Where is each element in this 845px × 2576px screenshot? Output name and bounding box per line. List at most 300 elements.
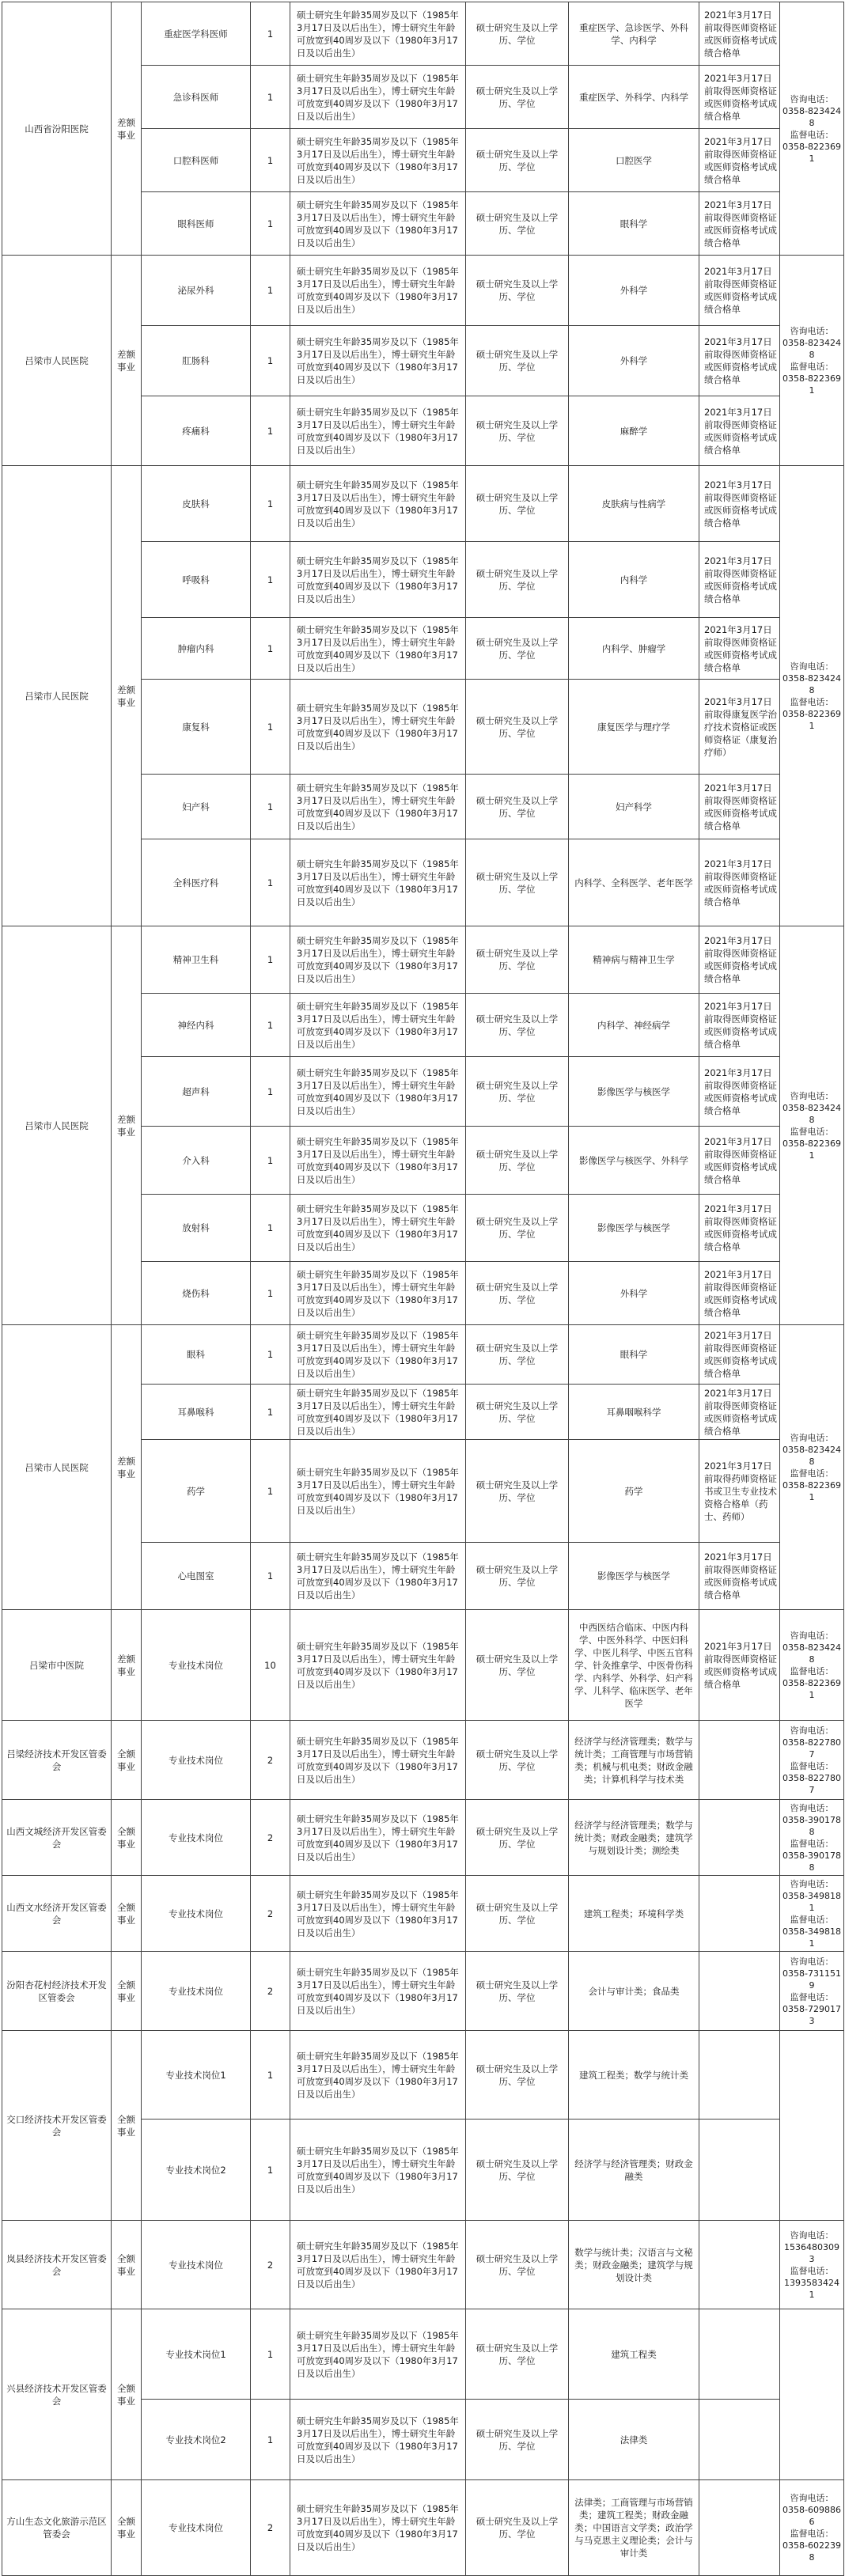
education-requirement: 硕士研究生及以上学历、学位 [466,256,569,326]
post-name: 放射科 [142,1195,251,1262]
education-requirement: 硕士研究生及以上学历、学位 [466,618,569,680]
post-name: 专业技术岗位 [142,1610,251,1721]
unit-name: 岚县经济技术开发区管委会 [2,2221,112,2309]
contact-phone: 0358-3498181 [782,1926,841,1949]
post-name: 专业技术岗位1 [142,2031,251,2120]
unit-name: 吕梁市中医院 [2,1610,112,1721]
major-requirement: 耳鼻咽喉科学 [569,1385,699,1440]
post-name: 药学 [142,1440,251,1543]
other-requirement: 2021年3月17日前取得医师资格证或医师资格考试成绩合格单 [699,129,780,192]
major-requirement: 眼科学 [569,192,699,256]
age-requirement: 硕士研究生年龄35周岁及以下（1985年3月17日及以后出生），博士研究生年龄可放宽到40周岁及以下（1980年3月17日及以后出生） [290,2400,466,2480]
education-requirement: 硕士研究生及以上学历、学位 [466,396,569,466]
major-requirement: 法律类；工商管理与市场营销类；建筑工程类；财政金融类；中国语言文学类；政治学与马克思主义理论类；会计与审计类 [569,2480,699,2576]
contact-phone: 0358-7311519 [782,1968,841,1991]
age-requirement: 硕士研究生年龄35周岁及以下（1985年3月17日及以后出生），博士研究生年龄可放宽到40周岁及以下（1980年3月17日及以后出生） [290,129,466,192]
contact-phone: 0358-3901788 [782,1850,841,1873]
major-requirement: 影像医学与核医学 [569,1195,699,1262]
other-requirement: 2021年3月17日前取得医师资格证或医师资格考试成绩合格单 [699,542,780,618]
contact-label: 咨询电话： [790,1725,834,1736]
post-count: 1 [251,2309,290,2400]
education-requirement: 硕士研究生及以上学历、学位 [466,542,569,618]
major-requirement: 内科学、肿瘤学 [569,618,699,680]
table-row [2,1610,844,1721]
education-requirement: 硕士研究生及以上学历、学位 [466,1721,569,1800]
age-requirement: 硕士研究生年龄35周岁及以下（1985年3月17日及以后出生），博士研究生年龄可放宽到40周岁及以下（1980年3月17日及以后出生） [290,775,466,839]
age-requirement: 硕士研究生年龄35周岁及以下（1985年3月17日及以后出生），博士研究生年龄可放宽到40周岁及以下（1980年3月17日及以后出生） [290,1057,466,1127]
contact-label: 咨询电话： [790,1630,834,1641]
post-name: 专业技术岗位 [142,2221,251,2309]
other-requirement: 2021年3月17日前取得医师资格证或医师资格考试成绩合格单 [699,1057,780,1127]
post-name: 专业技术岗位2 [142,2400,251,2480]
contact-cell [780,1876,844,1952]
post-count: 1 [251,994,290,1057]
other-requirement: 2021年3月17日前取得医师资格证或医师资格考试成绩合格单 [699,2,780,66]
contact-phone: 15364803093 [784,2241,839,2264]
other-requirement: 2021年3月17日前取得医师资格证或医师资格考试成绩合格单 [699,192,780,256]
contact-phone: 0358-8234248 [782,1102,841,1125]
other-requirement [699,2031,780,2120]
other-requirement: 2021年3月17日前取得医师资格证或医师资格考试成绩合格单 [699,66,780,129]
education-requirement: 硕士研究生及以上学历、学位 [466,994,569,1057]
contact-phone: 0358-7290173 [782,2003,841,2026]
education-requirement: 硕士研究生及以上学历、学位 [466,2221,569,2309]
post-name: 专业技术岗位1 [142,2309,251,2400]
other-requirement: 2021年3月17日前取得医师资格证或医师资格考试成绩合格单 [699,1127,780,1195]
contact-phone: 0358-8234248 [782,672,841,695]
contact-label: 监督电话： [790,2265,834,2276]
unit-name: 交口经济技术开发区管委会 [2,2031,112,2221]
education-requirement: 硕士研究生及以上学历、学位 [466,466,569,542]
post-count: 1 [251,326,290,396]
funding-type: 全额事业 [112,1876,142,1952]
funding-type: 全额事业 [112,2221,142,2309]
post-count: 1 [251,1543,290,1610]
age-requirement: 硕士研究生年龄35周岁及以下（1985年3月17日及以后出生），博士研究生年龄可放宽到40周岁及以下（1980年3月17日及以后出生） [290,2480,466,2576]
education-requirement: 硕士研究生及以上学历、学位 [466,326,569,396]
other-requirement: 2021年3月17日前取得医师资格证或医师资格考试成绩合格单 [699,1610,780,1721]
major-requirement: 经济学与经济管理类；数学与统计类；财政金融类；建筑学与规划设计类；测绘类 [569,1800,699,1876]
post-name: 心电图室 [142,1543,251,1610]
post-name: 专业技术岗位 [142,1876,251,1952]
education-requirement: 硕士研究生及以上学历、学位 [466,1325,569,1385]
unit-name: 吕梁经济技术开发区管委会 [2,1721,112,1800]
table-row [2,1876,844,1952]
unit-name: 山西文水经济开发区管委会 [2,1876,112,1952]
post-name: 神经内科 [142,994,251,1057]
major-requirement: 内科学、神经病学 [569,994,699,1057]
funding-type: 差额事业 [112,1325,142,1610]
post-name: 口腔科医师 [142,129,251,192]
post-name: 精神卫生科 [142,926,251,994]
major-requirement: 法律类 [569,2400,699,2480]
other-requirement: 2021年3月17日前取得医师资格证或医师资格考试成绩合格单 [699,994,780,1057]
post-name: 全科医疗科 [142,839,251,926]
contact-label: 监督电话： [790,1914,834,1925]
post-name: 皮肤科 [142,466,251,542]
other-requirement: 2021年3月17日前取得医师资格证或医师资格考试成绩合格单 [699,775,780,839]
post-name: 专业技术岗位 [142,1721,251,1800]
unit-name: 方山生态文化旅游示范区管委会 [2,2480,112,2576]
major-requirement: 内科学、全科医学、老年医学 [569,839,699,926]
table-row [2,2309,844,2400]
age-requirement: 硕士研究生年龄35周岁及以下（1985年3月17日及以后出生），博士研究生年龄可放宽到40周岁及以下（1980年3月17日及以后出生） [290,1610,466,1721]
education-requirement: 硕士研究生及以上学历、学位 [466,839,569,926]
table-row [2,466,844,542]
funding-type: 差额事业 [112,256,142,466]
contact-label: 咨询电话： [790,1878,834,1889]
post-count: 1 [251,1057,290,1127]
major-requirement: 会计与审计类；食品类 [569,1952,699,2031]
age-requirement: 硕士研究生年龄35周岁及以下（1985年3月17日及以后出生），博士研究生年龄可放宽到40周岁及以下（1980年3月17日及以后出生） [290,1440,466,1543]
other-requirement: 2021年3月17日前取得康复医学治疗技术资格证或医师资格证（康复治疗师） [699,680,780,775]
age-requirement: 硕士研究生年龄35周岁及以下（1985年3月17日及以后出生），博士研究生年龄可放宽到40周岁及以下（1980年3月17日及以后出生） [290,1195,466,1262]
contact-phone: 0358-8223691 [782,708,841,731]
education-requirement: 硕士研究生及以上学历、学位 [466,2400,569,2480]
contact-cell [780,1800,844,1876]
post-name: 专业技术岗位 [142,2480,251,2576]
other-requirement: 2021年3月17日前取得医师资格证或医师资格考试成绩合格单 [699,1543,780,1610]
age-requirement: 硕士研究生年龄35周岁及以下（1985年3月17日及以后出生），博士研究生年龄可放宽到40周岁及以下（1980年3月17日及以后出生） [290,1876,466,1952]
unit-name: 吕梁市人民医院 [2,466,112,926]
education-requirement: 硕士研究生及以上学历、学位 [466,1195,569,1262]
age-requirement: 硕士研究生年龄35周岁及以下（1985年3月17日及以后出生），博士研究生年龄可放宽到40周岁及以下（1980年3月17日及以后出生） [290,2309,466,2400]
education-requirement: 硕士研究生及以上学历、学位 [466,1952,569,2031]
education-requirement: 硕士研究生及以上学历、学位 [466,1057,569,1127]
other-requirement [699,1721,780,1800]
age-requirement: 硕士研究生年龄35周岁及以下（1985年3月17日及以后出生），博士研究生年龄可放宽到40周岁及以下（1980年3月17日及以后出生） [290,326,466,396]
post-count: 2 [251,1876,290,1952]
table-row [2,1952,844,2031]
age-requirement: 硕士研究生年龄35周岁及以下（1985年3月17日及以后出生），博士研究生年龄可放宽到40周岁及以下（1980年3月17日及以后出生） [290,1385,466,1440]
recruitment-table [2,2,844,2576]
other-requirement: 2021年3月17日前取得医师资格证或医师资格考试成绩合格单 [699,466,780,542]
contact-cell [780,2480,844,2576]
other-requirement [699,1876,780,1952]
post-name: 耳鼻喉科 [142,1385,251,1440]
funding-type: 全额事业 [112,2031,142,2221]
contact-cell [780,1325,844,1610]
contact-cell [780,2,844,256]
education-requirement: 硕士研究生及以上学历、学位 [466,192,569,256]
post-count: 1 [251,1385,290,1440]
major-requirement: 药学 [569,1440,699,1543]
post-count: 1 [251,1127,290,1195]
contact-phone: 0358-8223691 [782,1138,841,1161]
other-requirement: 2021年3月17日前取得医师资格证或医师资格考试成绩合格单 [699,1325,780,1385]
age-requirement: 硕士研究生年龄35周岁及以下（1985年3月17日及以后出生），博士研究生年龄可放宽到40周岁及以下（1980年3月17日及以后出生） [290,192,466,256]
major-requirement: 外科学 [569,1262,699,1325]
major-requirement: 影像医学与核医学 [569,1543,699,1610]
contact-label: 咨询电话： [790,93,834,104]
unit-name: 兴县经济技术开发区管委会 [2,2309,112,2480]
contact-phone: 13935834241 [784,2277,839,2300]
post-count: 1 [251,2,290,66]
contact-phone: 0358-8227807 [782,1737,841,1760]
post-count: 10 [251,1610,290,1721]
table-row [2,1800,844,1876]
post-count: 1 [251,2031,290,2120]
age-requirement: 硕士研究生年龄35周岁及以下（1985年3月17日及以后出生），博士研究生年龄可放宽到40周岁及以下（1980年3月17日及以后出生） [290,2120,466,2221]
post-count: 1 [251,542,290,618]
post-count: 1 [251,775,290,839]
education-requirement: 硕士研究生及以上学历、学位 [466,1127,569,1195]
funding-type: 全额事业 [112,1800,142,1876]
post-count: 2 [251,1952,290,2031]
age-requirement: 硕士研究生年龄35周岁及以下（1985年3月17日及以后出生），博士研究生年龄可放宽到40周岁及以下（1980年3月17日及以后出生） [290,926,466,994]
post-name: 介入科 [142,1127,251,1195]
major-requirement: 眼科学 [569,1325,699,1385]
major-requirement: 康复医学与理疗学 [569,680,699,775]
education-requirement: 硕士研究生及以上学历、学位 [466,2031,569,2120]
contact-phone: 0358-8234248 [782,1444,841,1467]
post-name: 超声科 [142,1057,251,1127]
education-requirement: 硕士研究生及以上学历、学位 [466,1800,569,1876]
education-requirement: 硕士研究生及以上学历、学位 [466,66,569,129]
post-name: 专业技术岗位 [142,1952,251,2031]
post-count: 1 [251,66,290,129]
contact-phone: 0358-8223691 [782,1479,841,1502]
contact-label: 咨询电话： [790,661,834,672]
post-count: 2 [251,2480,290,2576]
age-requirement: 硕士研究生年龄35周岁及以下（1985年3月17日及以后出生），博士研究生年龄可放宽到40周岁及以下（1980年3月17日及以后出生） [290,256,466,326]
contact-label: 咨询电话： [790,325,834,336]
table-row [2,1721,844,1800]
age-requirement: 硕士研究生年龄35周岁及以下（1985年3月17日及以后出生），博士研究生年龄可放宽到40周岁及以下（1980年3月17日及以后出生） [290,2221,466,2309]
age-requirement: 硕士研究生年龄35周岁及以下（1985年3月17日及以后出生），博士研究生年龄可放宽到40周岁及以下（1980年3月17日及以后出生） [290,1325,466,1385]
contact-phone: 0358-8234248 [782,337,841,360]
contact-phone: 0358-8234248 [782,1642,841,1665]
major-requirement: 影像医学与核医学 [569,1057,699,1127]
unit-name: 山西省汾阳医院 [2,2,112,256]
contact-phone: 0358-8223691 [782,141,841,164]
contact-label: 监督电话： [790,1468,834,1479]
contact-cell [780,2309,844,2480]
age-requirement: 硕士研究生年龄35周岁及以下（1985年3月17日及以后出生），博士研究生年龄可放宽到40周岁及以下（1980年3月17日及以后出生） [290,1800,466,1876]
contact-label: 监督电话： [790,1665,834,1676]
other-requirement: 2021年3月17日前取得医师资格证或医师资格考试成绩合格单 [699,396,780,466]
education-requirement: 硕士研究生及以上学历、学位 [466,1440,569,1543]
major-requirement: 妇产科学 [569,775,699,839]
major-requirement: 建筑工程类 [569,2309,699,2400]
other-requirement [699,2221,780,2309]
other-requirement: 2021年3月17日前取得医师资格证或医师资格考试成绩合格单 [699,326,780,396]
post-name: 烧伤科 [142,1262,251,1325]
other-requirement [699,2400,780,2480]
age-requirement: 硕士研究生年龄35周岁及以下（1985年3月17日及以后出生），博士研究生年龄可放宽到40周岁及以下（1980年3月17日及以后出生） [290,1262,466,1325]
major-requirement: 建筑工程类；环境科学类 [569,1876,699,1952]
major-requirement: 经济学与经济管理类；数学与统计类；工商管理与市场营销类；机械与机电类；财政金融类；计算机科学与技术类 [569,1721,699,1800]
post-name: 眼科医师 [142,192,251,256]
age-requirement: 硕士研究生年龄35周岁及以下（1985年3月17日及以后出生），博士研究生年龄可放宽到40周岁及以下（1980年3月17日及以后出生） [290,680,466,775]
post-count: 1 [251,1195,290,1262]
post-count: 1 [251,680,290,775]
post-count: 2 [251,1721,290,1800]
contact-label: 咨询电话： [790,2229,834,2241]
funding-type: 差额事业 [112,466,142,926]
contact-label: 咨询电话： [790,1432,834,1443]
contact-phone: 0358-8223691 [782,1677,841,1700]
post-count: 1 [251,1440,290,1543]
age-requirement: 硕士研究生年龄35周岁及以下（1985年3月17日及以后出生），博士研究生年龄可放宽到40周岁及以下（1980年3月17日及以后出生） [290,66,466,129]
contact-cell [780,256,844,466]
education-requirement: 硕士研究生及以上学历、学位 [466,1262,569,1325]
education-requirement: 硕士研究生及以上学历、学位 [466,680,569,775]
funding-type: 差额事业 [112,926,142,1325]
contact-cell [780,1610,844,1721]
other-requirement: 2021年3月17日前取得医师资格证或医师资格考试成绩合格单 [699,256,780,326]
contact-phone: 0358-8223691 [782,373,841,396]
age-requirement: 硕士研究生年龄35周岁及以下（1985年3月17日及以后出生），博士研究生年龄可放宽到40周岁及以下（1980年3月17日及以后出生） [290,1721,466,1800]
other-requirement [699,2120,780,2221]
funding-type: 差额事业 [112,1610,142,1721]
education-requirement: 硕士研究生及以上学历、学位 [466,2480,569,2576]
age-requirement: 硕士研究生年龄35周岁及以下（1985年3月17日及以后出生），博士研究生年龄可放宽到40周岁及以下（1980年3月17日及以后出生） [290,1543,466,1610]
education-requirement: 硕士研究生及以上学历、学位 [466,1876,569,1952]
contact-phone: 0358-3498181 [782,1890,841,1913]
post-count: 1 [251,839,290,926]
education-requirement: 硕士研究生及以上学历、学位 [466,1385,569,1440]
post-name: 妇产科 [142,775,251,839]
post-name: 专业技术岗位 [142,1800,251,1876]
contact-phone: 0358-6022398 [782,2540,841,2563]
major-requirement: 外科学 [569,256,699,326]
unit-name: 吕梁市人民医院 [2,926,112,1325]
post-name: 专业技术岗位2 [142,2120,251,2221]
major-requirement: 内科学 [569,542,699,618]
age-requirement: 硕士研究生年龄35周岁及以下（1985年3月17日及以后出生），博士研究生年龄可放宽到40周岁及以下（1980年3月17日及以后出生） [290,1952,466,2031]
post-count: 2 [251,1800,290,1876]
age-requirement: 硕士研究生年龄35周岁及以下（1985年3月17日及以后出生），博士研究生年龄可放宽到40周岁及以下（1980年3月17日及以后出生） [290,542,466,618]
major-requirement: 数学与统计类；汉语言与文秘类；财政金融类；建筑学与规划设计类 [569,2221,699,2309]
post-count: 2 [251,2221,290,2309]
contact-label: 监督电话： [790,129,834,140]
post-count: 1 [251,1325,290,1385]
contact-label: 监督电话： [790,361,834,372]
contact-label: 咨询电话： [790,2493,834,2503]
age-requirement: 硕士研究生年龄35周岁及以下（1985年3月17日及以后出生），博士研究生年龄可放宽到40周岁及以下（1980年3月17日及以后出生） [290,2031,466,2120]
post-count: 1 [251,926,290,994]
other-requirement [699,1952,780,2031]
education-requirement: 硕士研究生及以上学历、学位 [466,926,569,994]
table-row [2,1325,844,1385]
contact-label: 监督电话： [790,2529,834,2539]
education-requirement: 硕士研究生及以上学历、学位 [466,2309,569,2400]
funding-type: 全额事业 [112,1721,142,1800]
table-row [2,2221,844,2309]
age-requirement: 硕士研究生年龄35周岁及以下（1985年3月17日及以后出生），博士研究生年龄可放宽到40周岁及以下（1980年3月17日及以后出生） [290,466,466,542]
contact-label: 监督电话： [790,1991,834,2002]
education-requirement: 硕士研究生及以上学历、学位 [466,129,569,192]
unit-name: 吕梁市人民医院 [2,256,112,466]
table-row [2,926,844,994]
major-requirement: 重症医学、急诊医学、外科学、内科学 [569,2,699,66]
major-requirement: 皮肤病与性病学 [569,466,699,542]
major-requirement: 口腔医学 [569,129,699,192]
post-count: 1 [251,129,290,192]
major-requirement: 麻醉学 [569,396,699,466]
post-name: 肿瘤内科 [142,618,251,680]
contact-cell [780,466,844,926]
table-row [2,2,844,66]
contact-cell [780,2221,844,2309]
post-count: 1 [251,1262,290,1325]
post-name: 急诊科医师 [142,66,251,129]
education-requirement: 硕士研究生及以上学历、学位 [466,2120,569,2221]
contact-label: 监督电话： [790,1760,834,1771]
major-requirement: 中西医结合临床、中医内科学、中医外科学、中医妇科学、中医儿科学、中医五官科学、针灸推拿学、中医骨伤科学、内科学、外科学、妇产科学、儿科学、临床医学、老年医学 [569,1610,699,1721]
age-requirement: 硕士研究生年龄35周岁及以下（1985年3月17日及以后出生），博士研究生年龄可放宽到40周岁及以下（1980年3月17日及以后出生） [290,618,466,680]
contact-phone: 0358-3901788 [782,1814,841,1837]
contact-label: 咨询电话： [790,1956,834,1967]
table-row [2,2480,844,2576]
post-name: 呼吸科 [142,542,251,618]
age-requirement: 硕士研究生年龄35周岁及以下（1985年3月17日及以后出生），博士研究生年龄可放宽到40周岁及以下（1980年3月17日及以后出生） [290,2,466,66]
major-requirement: 经济学与经济管理类；财政金融类 [569,2120,699,2221]
other-requirement: 2021年3月17日前取得医师资格证或医师资格考试成绩合格单 [699,839,780,926]
post-name: 眼科 [142,1325,251,1385]
contact-label: 咨询电话： [790,1090,834,1101]
post-count: 1 [251,2400,290,2480]
post-name: 疼痛科 [142,396,251,466]
age-requirement: 硕士研究生年龄35周岁及以下（1985年3月17日及以后出生），博士研究生年龄可放宽到40周岁及以下（1980年3月17日及以后出生） [290,994,466,1057]
table-row [2,2031,844,2120]
post-count: 1 [251,192,290,256]
other-requirement: 2021年3月17日前取得药师资格证书或卫生专业技术资格合格单（药士、药师） [699,1440,780,1543]
contact-phone: 0358-8234248 [782,105,841,128]
post-name: 泌尿外科 [142,256,251,326]
post-count: 1 [251,256,290,326]
funding-type: 全额事业 [112,2480,142,2576]
funding-type: 全额事业 [112,1952,142,2031]
other-requirement: 2021年3月17日前取得医师资格证或医师资格考试成绩合格单 [699,1262,780,1325]
post-name: 肛肠科 [142,326,251,396]
major-requirement: 影像医学与核医学、外科学 [569,1127,699,1195]
education-requirement: 硕士研究生及以上学历、学位 [466,775,569,839]
funding-type: 差额事业 [112,2,142,256]
post-count: 1 [251,618,290,680]
other-requirement: 2021年3月17日前取得医师资格证或医师资格考试成绩合格单 [699,1385,780,1440]
post-name: 重症医学科医师 [142,2,251,66]
other-requirement: 2021年3月17日前取得医师资格证或医师资格考试成绩合格单 [699,1195,780,1262]
major-requirement: 精神病与精神卫生学 [569,926,699,994]
contact-phone: 0358-6098866 [782,2505,841,2527]
age-requirement: 硕士研究生年龄35周岁及以下（1985年3月17日及以后出生），博士研究生年龄可放宽到40周岁及以下（1980年3月17日及以后出生） [290,839,466,926]
age-requirement: 硕士研究生年龄35周岁及以下（1985年3月17日及以后出生），博士研究生年龄可放宽到40周岁及以下（1980年3月17日及以后出生） [290,1127,466,1195]
post-count: 1 [251,396,290,466]
post-count: 1 [251,2120,290,2221]
contact-cell [780,926,844,1325]
contact-label: 监督电话： [790,1838,834,1849]
other-requirement: 2021年3月17日前取得医师资格证或医师资格考试成绩合格单 [699,618,780,680]
contact-phone: 0358-8227807 [782,1772,841,1795]
education-requirement: 硕士研究生及以上学历、学位 [466,1543,569,1610]
other-requirement [699,2309,780,2400]
education-requirement: 硕士研究生及以上学历、学位 [466,2,569,66]
major-requirement: 外科学 [569,326,699,396]
contact-label: 咨询电话： [790,1802,834,1813]
table-row [2,256,844,326]
contact-cell [780,2031,844,2221]
major-requirement: 重症医学、外科学、内科学 [569,66,699,129]
contact-cell [780,1952,844,2031]
education-requirement: 硕士研究生及以上学历、学位 [466,1610,569,1721]
unit-name: 汾阳杏花村经济技术开发区管委会 [2,1952,112,2031]
post-count: 1 [251,466,290,542]
funding-type: 全额事业 [112,2309,142,2480]
contact-cell [780,1721,844,1800]
major-requirement: 建筑工程类；数学与统计类 [569,2031,699,2120]
